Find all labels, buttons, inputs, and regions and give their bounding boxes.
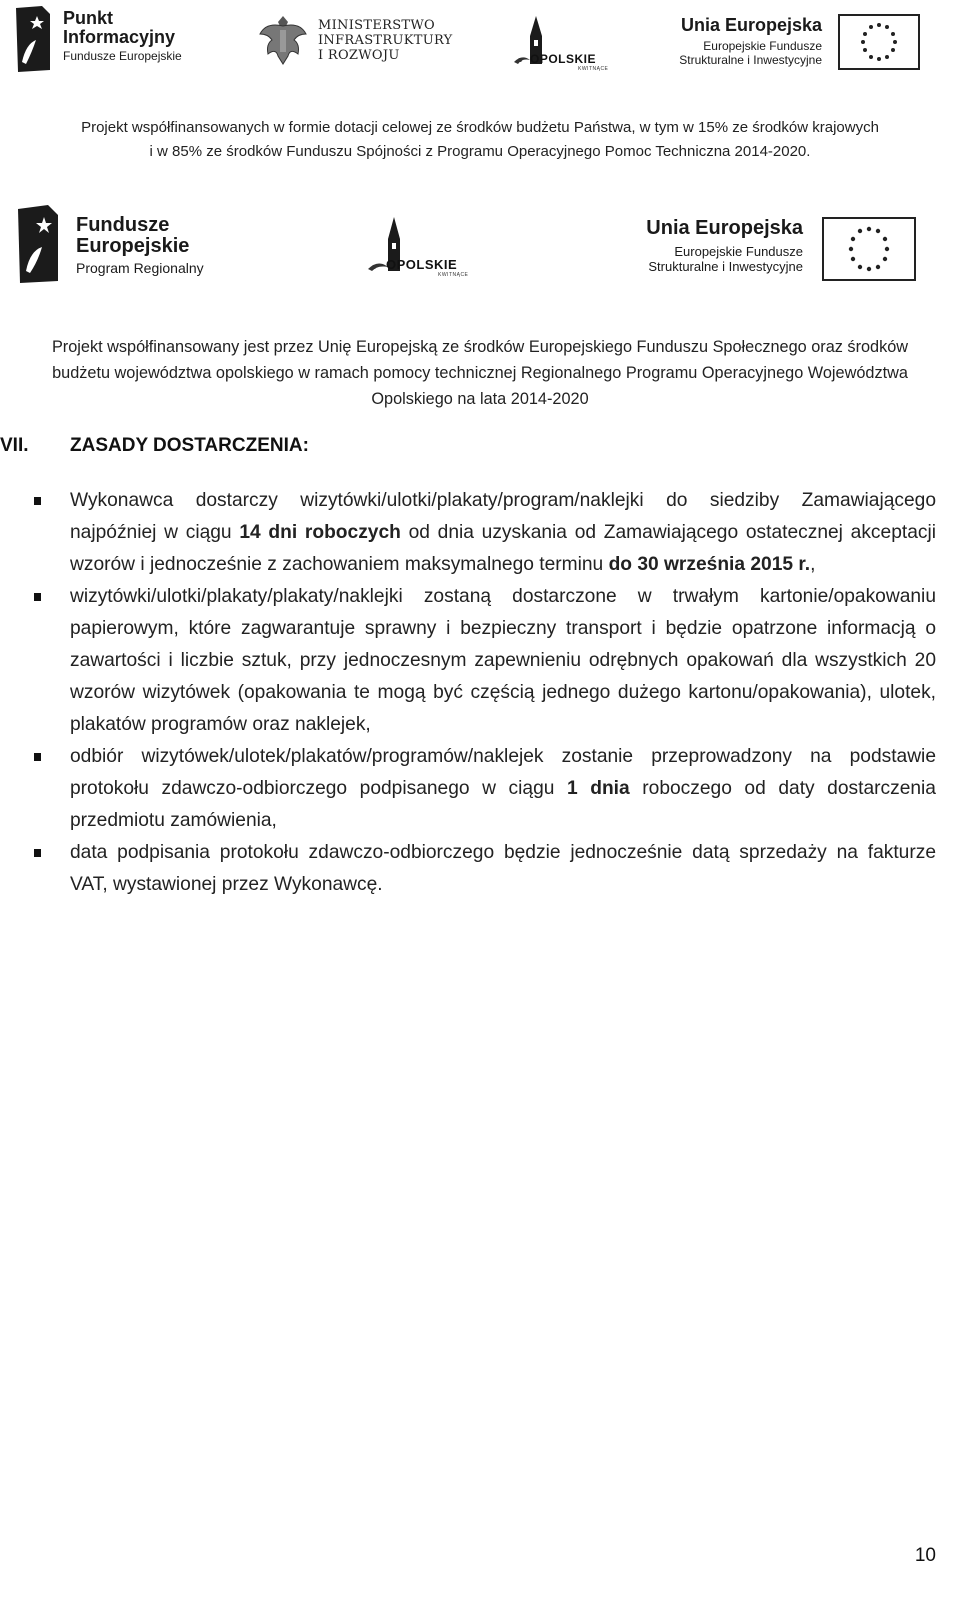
square-bullet-icon xyxy=(34,753,41,761)
list-item xyxy=(70,581,936,741)
ue-sub: Strukturalne i Inwestycyjne xyxy=(679,53,822,67)
ue-title: Unia Europejska xyxy=(680,15,822,35)
section-title: ZASADY DOSTARCZENIA: xyxy=(70,435,309,456)
second-logo-bar xyxy=(0,195,960,295)
list-item xyxy=(70,837,936,901)
opolskie-tagline: KWITNĄCE xyxy=(578,66,609,72)
delivery-rules-list xyxy=(70,485,936,901)
logo-line: Europejskie xyxy=(76,235,190,257)
funding-note-line: Projekt współfinansowany jest przez Unię Europejską ze środków Europejskiego Funduszu Społecznego oraz środków xyxy=(51,338,909,356)
funding-note-1 xyxy=(0,116,960,164)
item-text: od dnia uzyskania od Zamawiającego ostatecznej akceptacji wzorów i jednocześnie z zachowaniem maksymalnego terminu xyxy=(70,522,936,575)
top-logo-bar xyxy=(0,0,960,86)
item-text-bold: do 30 września 2015 r. xyxy=(608,554,811,575)
logo-line: Informacyjny xyxy=(63,26,176,47)
opolskie-name: OPOLSKIE xyxy=(530,52,597,66)
logo-line: Punkt xyxy=(63,8,114,28)
ue-title: Unia Europejska xyxy=(646,217,803,239)
ue-sub: Europejskie Fundusze xyxy=(674,244,803,259)
funding-note-line: Opolskiego na lata 2014-2020 xyxy=(371,390,589,408)
polish-eagle-emblem-icon xyxy=(258,12,308,68)
ue-logo-text xyxy=(640,15,822,67)
ministry-logo-text xyxy=(318,18,453,63)
list-item xyxy=(70,741,936,837)
fundusze-europejskie-logo-icon xyxy=(14,203,60,285)
punkt-informacyjny-logo-icon xyxy=(12,4,52,74)
fundusze-europejskie-logo-text xyxy=(76,215,204,276)
item-text-bold: 14 dni roboczych xyxy=(239,522,401,543)
ministry-line: MINISTERSTWO xyxy=(318,18,436,33)
square-bullet-icon xyxy=(34,849,41,857)
logo-line: Fundusze Europejskie xyxy=(63,48,182,63)
opolskie-wordmark xyxy=(530,52,608,72)
logo-line: Fundusze xyxy=(76,214,170,236)
eu-flag-icon xyxy=(838,14,920,70)
list-item xyxy=(70,485,936,581)
ue-logo-text xyxy=(600,217,803,274)
item-text: odbiór wizytówek/ulotek/plakatów/programów/naklejek zostanie przeprowadzony na podstawie protokołu zdawczo-odbiorczego podpisanego w ciągu xyxy=(70,746,936,799)
funding-note-line: i w 85% ze środków Funduszu Spójności z Programu Operacyjnego Pomoc Techniczna 2014-2020. xyxy=(149,143,811,160)
funding-note-2 xyxy=(0,334,960,412)
punkt-informacyjny-logo-text xyxy=(63,9,182,62)
item-text-bold: 1 dnia xyxy=(567,778,630,799)
ministry-line: INFRASTRUKTURY xyxy=(318,33,453,48)
opolskie-tagline: KWITNĄCE xyxy=(438,272,469,278)
ministry-line: I ROZWOJU xyxy=(318,48,400,63)
section-number: VII. xyxy=(0,435,29,456)
item-text: wizytówki/ulotki/plakaty/plakaty/naklejki zostaną dostarczone w trwałym kartonie/opakowaniu papierowym, które zagwarantuje sprawny i bezpieczny transport i będzie opatrzone informacją o zawartości i liczbie sztuk, przy jednoczesnym zapewnieniu odrębnych opakowań dla wszystkich 20 wzorów wizytówek (opakowania te mogą być częścią jednego dużego kartonu/opakowania), ulotek, plakatów programów oraz naklejek, xyxy=(70,586,936,735)
opolskie-name: OPOLSKIE xyxy=(386,257,458,272)
opolskie-wordmark xyxy=(386,257,468,278)
item-text: roboczego od daty dostarczenia przedmiotu zamówienia, xyxy=(70,778,936,831)
ue-sub: Strukturalne i Inwestycyjne xyxy=(648,259,803,274)
square-bullet-icon xyxy=(34,497,41,505)
logo-line: Program Regionalny xyxy=(76,260,204,276)
item-text: data podpisania protokołu zdawczo-odbiorczego będzie jednocześnie datą sprzedaży na fakturze VAT, wystawionej przez Wykonawcę. xyxy=(70,842,936,895)
ue-sub: Europejskie Fundusze xyxy=(703,39,822,53)
funding-note-line: budżetu województwa opolskiego w ramach pomocy technicznej Regionalnego Programu Operacyjnego Województwa xyxy=(52,364,908,382)
square-bullet-icon xyxy=(34,593,41,601)
funding-note-line: Projekt współfinansowanych w formie dotacji celowej ze środków budżetu Państwa, w tym w 15% ze środków krajowych xyxy=(81,119,879,136)
item-text: , xyxy=(810,554,816,575)
page-number: 10 xyxy=(914,1545,936,1566)
eu-flag-icon xyxy=(822,217,916,281)
item-text: Wykonawca dostarczy wizytówki/ulotki/plakaty/program/naklejki do siedziby Zamawiającego najpóźniej w ciągu xyxy=(70,490,936,543)
